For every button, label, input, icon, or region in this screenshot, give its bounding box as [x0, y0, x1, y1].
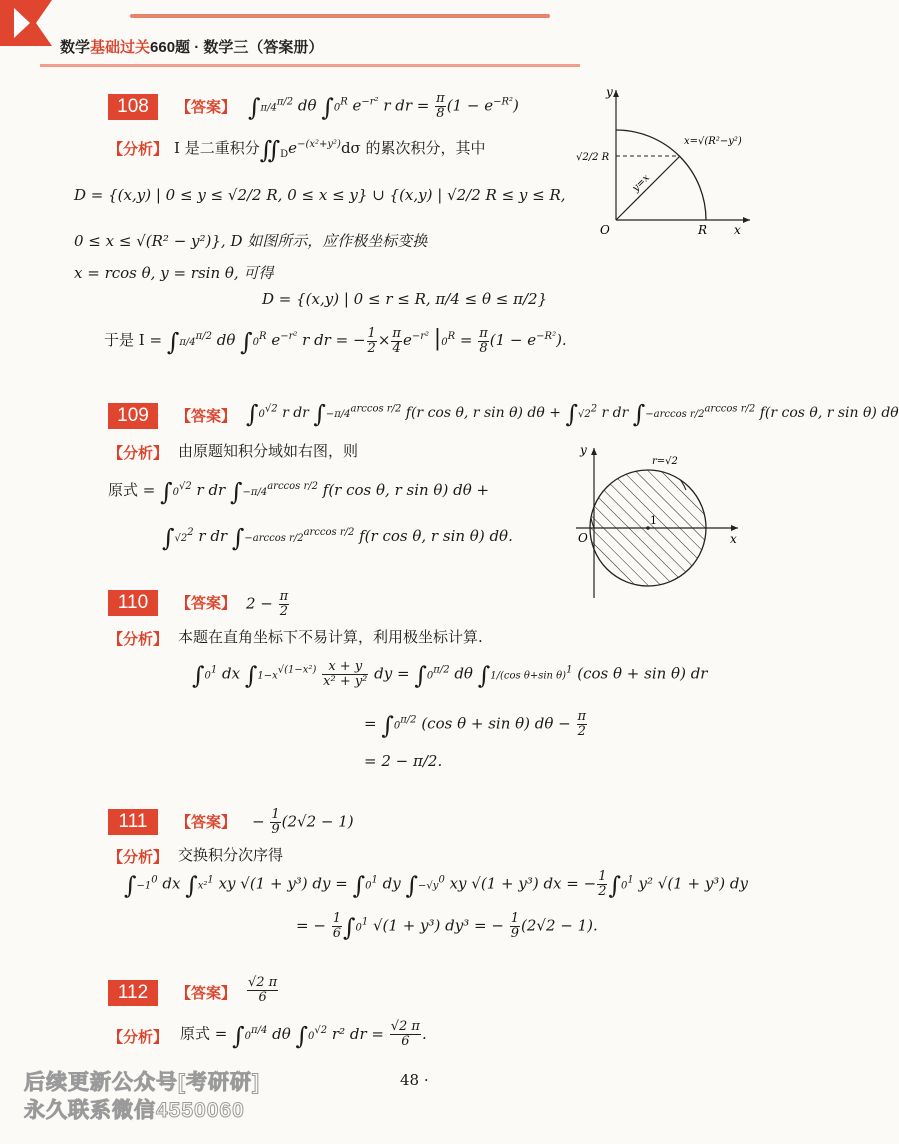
fig108-origin: O	[600, 223, 610, 237]
analysis-112-line1: 原式 = $\int 0^{\pi/4}$ dθ $\int 0^{√2}$ r² dr = $\frac{√2 \pi}{6}$ .	[180, 1019, 427, 1050]
watermark-line1: 后续更新公众号[考研研]	[24, 1071, 260, 1094]
answer-label-109: 【答案】	[176, 408, 237, 425]
answer-label-111: 【答案】	[176, 814, 237, 831]
question-number-109: 109	[108, 403, 158, 429]
fig108-radius-label: √2/2 R	[576, 152, 610, 163]
header-corner-logo	[0, 0, 62, 46]
analysis-109-line1: 由原题知积分域如右图，则	[178, 442, 359, 460]
fig108-R: R	[698, 223, 708, 237]
header-title: 数学基础过关660题 · 数学三（答案册）	[60, 39, 324, 56]
fig109-origin: O	[578, 531, 588, 545]
answer-110: 2 − $\frac{\pi}{2}$	[246, 589, 289, 619]
analysis-label-109: 【分析】	[108, 445, 169, 462]
question-number-112: 112	[108, 980, 158, 1006]
fig108-line-label: y=x	[630, 172, 653, 195]
fig108-y-label: y	[606, 85, 613, 99]
analysis-108-line1: I 是二重积分$∬_De^{-(x^2+y^2)}d\sigma$ 的累次积分，其中	[174, 136, 486, 164]
analysis-108-domain-2: 0 ≤ x ≤ √(R² − y²)}, D 如图所示，应作极坐标变换	[74, 232, 428, 250]
watermark-line2: 永久联系微信4550060	[24, 1099, 245, 1122]
figure-108	[574, 82, 754, 242]
analysis-110-eq3: = 2 − π/2.	[364, 752, 443, 770]
answer-label-110: 【答案】	[176, 595, 237, 612]
header-decor-line	[130, 14, 550, 18]
analysis-label-108: 【分析】	[108, 141, 169, 158]
fig109-y-label: y	[580, 443, 587, 457]
fig108-x-label: x	[734, 223, 741, 237]
answer-109: $\int 0^{√2}$ r dr $\int-\pi/4^{arccos r/2}$ f(r cos θ, r sin θ) $d\theta + \int√2^2$ r dr ∫−arccos $r/2^{arccos r/2}$ f(r cos θ, r sin θ) dθ	[246, 400, 899, 428]
analysis-label-110: 【分析】	[108, 631, 169, 648]
analysis-110-eq1: $\int 0^1$ dx $\int 1-x^{√(1-x^2)}$ $\frac{x + y}{\text{x² + y²}}$ dy = $\int 0^{\pi/2}$ dθ ∫1/(cos θ+sin θ)$^1$ (cos θ + sin θ) dr	[192, 659, 708, 690]
answer-label-112: 【答案】	[176, 985, 237, 1002]
analysis-111-eq1: $\int-1^0$ dx ∫x²$^1$ xy √(1 + y³) dy = $\int 0^1$ dy $\int-√y^0$ xy √(1 + y³) dx = − $\frac{1}{2}$ $\int 0^1$ y² √(1 + y³) dy	[124, 869, 748, 900]
analysis-109-line3: $\int√2^2$ r dr ∫−arccos $r/2^{arccos r/2}$ f(r cos θ, r sin θ) dθ.	[162, 524, 513, 552]
figure-109	[566, 440, 746, 602]
question-number-111: 111	[108, 809, 158, 835]
page-number: 48 ·	[400, 1071, 429, 1089]
analysis-label-112: 【分析】	[108, 1029, 169, 1046]
answer-label-108: 【答案】	[176, 99, 237, 116]
answer-108: $\int\pi/4^{\pi/2}$ dθ $\int 0^R$ $e^{-r^2}$ r dr = $\frac{\pi}{8}$ $(1 - e^{-R^2})$	[248, 91, 519, 122]
analysis-label-111: 【分析】	[108, 849, 169, 866]
analysis-111-line1: 交换积分次序得	[178, 846, 284, 864]
answer-111: − $\frac{1}{9}$ (2√2 − 1)	[252, 807, 354, 837]
analysis-108-polar-domain: D = {(x,y) | 0 ≤ r ≤ R, π/4 ≤ θ ≤ π/2}	[262, 290, 548, 308]
question-number-110: 110	[108, 590, 158, 616]
analysis-108-result: 于是 $I = \int\pi/4^{\pi/2}$ dθ $\int 0^R$ $e^{-r^2}$ r dr = − $\frac{1}{2}$ × $\frac{\pi}{4}$ $e^{-r^2}$ $|0^R$ = $\frac{\pi}{8}$ $(1 - e^{-R^2})$.	[104, 325, 567, 356]
fig109-center-one: 1	[650, 514, 657, 527]
fig109-x-label: x	[730, 532, 737, 546]
analysis-110-eq2: = $\int 0^{\pi/2}$ (cos θ + sin θ) dθ − $\frac{\pi}{2}$	[364, 709, 587, 740]
fig108-circle-label: x=√(R²−y²)	[684, 136, 742, 147]
analysis-108-substitution: x = rcos θ, y = rsin θ, 可得	[74, 264, 274, 282]
header-underline	[40, 64, 580, 67]
analysis-109-line2: 原式 = $\int 0^{√2}$ r dr $\int-\pi/4^{arccos r/2}$ f(r cos θ, r sin θ) dθ +	[108, 478, 490, 506]
analysis-110-line1: 本题在直角坐标下不易计算，利用极坐标计算.	[178, 628, 483, 646]
analysis-111-eq2: = − $\frac{1}{6}$ $\int 0^1$ √(1 + y³) dy³ = − $\frac{1}{9}$ (2√2 − 1).	[296, 911, 598, 942]
analysis-108-domain-1: D = {(x,y) | 0 ≤ y ≤ √2/2 R, 0 ≤ x ≤ y} ∪ {(x,y) | √2/2 R ≤ y ≤ R,	[74, 186, 566, 204]
question-number-108: 108	[108, 94, 158, 120]
answer-112: $\frac{√2 \pi}{6}$	[248, 975, 278, 1005]
fig109-radius-label: r=√2	[652, 456, 678, 467]
